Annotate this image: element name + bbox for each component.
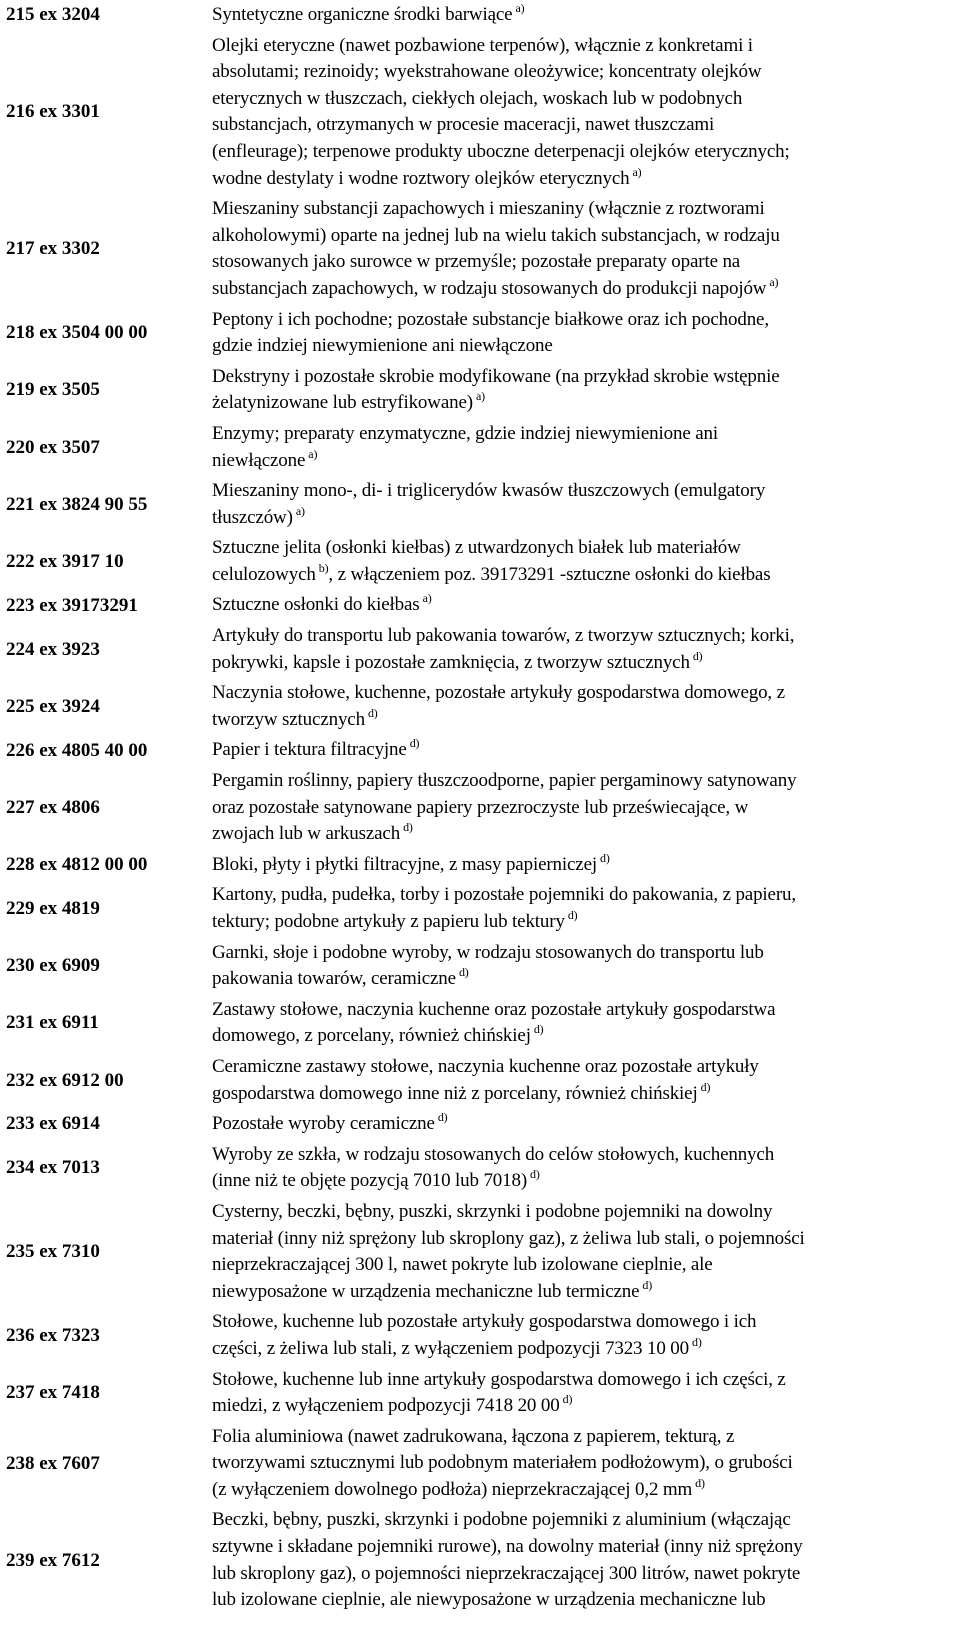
footnote-marker: d) xyxy=(403,820,413,835)
description-line xyxy=(212,1168,957,1195)
description-text: gospodarstwa domowego inne niż z porcelany, również chińskiej xyxy=(212,1082,698,1104)
goods-description xyxy=(212,535,957,588)
tariff-code: 225 ex 3924 xyxy=(6,695,100,717)
description-text: Zastawy stołowe, naczynia kuchenne oraz pozostałe artykuły gospodarstwa xyxy=(212,998,776,1020)
description-line xyxy=(212,2,957,29)
description-text: wodne destylaty i wodne roztwory olejków eterycznych xyxy=(212,167,630,189)
footnote-marker: a) xyxy=(475,389,485,404)
footnote-marker: d) xyxy=(695,1475,705,1490)
description-text: celulozowych xyxy=(212,563,316,585)
table-row xyxy=(0,307,960,364)
description-line xyxy=(212,882,957,909)
table-row xyxy=(0,1111,960,1142)
table-row xyxy=(0,1142,960,1199)
description-line xyxy=(212,737,957,764)
footnote-marker: d) xyxy=(642,1277,653,1292)
footnote-marker: b) xyxy=(318,560,329,575)
description-line xyxy=(212,1199,957,1226)
description-line xyxy=(212,276,957,303)
goods-description xyxy=(212,421,957,474)
table-row xyxy=(0,478,960,535)
goods-description xyxy=(212,33,957,193)
table-row xyxy=(0,1424,960,1508)
description-line xyxy=(212,1507,957,1534)
description-line xyxy=(212,1081,957,1108)
description-text: zwojach lub w arkuszach xyxy=(212,823,401,845)
goods-description xyxy=(212,1054,957,1107)
description-line xyxy=(212,478,957,505)
table-row xyxy=(0,680,960,737)
description-line xyxy=(212,448,957,475)
footnote-marker: d) xyxy=(692,648,703,663)
description-text: Artykuły do transportu lub pakowania towarów, z tworzyw sztucznych; korki, xyxy=(212,625,795,647)
tariff-code: 238 ex 7607 xyxy=(6,1452,100,1474)
description-line xyxy=(212,1252,957,1279)
tariff-code: 232 ex 6912 00 xyxy=(6,1069,124,1091)
table-row xyxy=(0,592,960,623)
description-text: nieprzekraczającej 300 l, nawet pokryte lub izolowane cieplnie, ale xyxy=(212,1254,713,1276)
description-line xyxy=(212,1477,957,1504)
description-line xyxy=(212,223,957,250)
goods-description xyxy=(212,1424,957,1504)
footnote-marker: a) xyxy=(295,503,305,518)
tariff-code: 223 ex 39173291 xyxy=(6,594,138,616)
description-line xyxy=(212,562,957,589)
tariff-code: 217 ex 3302 xyxy=(6,238,100,260)
goods-description xyxy=(212,1309,957,1362)
description-line xyxy=(212,505,957,532)
description-text: Stołowe, kuchenne lub inne artykuły gospodarstwa domowego i ich części, z xyxy=(212,1368,786,1390)
description-line xyxy=(212,1111,957,1138)
tariff-code: 228 ex 4812 00 00 xyxy=(6,854,148,876)
footnote-marker: a) xyxy=(308,446,318,461)
description-text: tłuszczów) xyxy=(212,506,293,528)
footnote-marker: a) xyxy=(422,591,432,606)
table-row xyxy=(0,768,960,852)
description-text: Wyroby ze szkła, w rodzaju stosowanych do celów stołowych, kuchennych xyxy=(212,1143,775,1165)
description-text: Garnki, słoje i podobne wyroby, w rodzaju stosowanych do transportu lub xyxy=(212,941,764,963)
description-line xyxy=(212,333,957,360)
description-text: materiał (inny niż sprężony lub skroplony gaz), z żeliwa lub stali, o pojemności xyxy=(212,1227,805,1249)
goods-description xyxy=(212,478,957,531)
description-text: lub izolowane cieplnie, ale niewyposażone w urządzenia mechaniczne lub xyxy=(212,1589,766,1611)
tariff-code: 227 ex 4806 xyxy=(6,796,100,818)
table-row xyxy=(0,1199,960,1309)
description-line xyxy=(212,997,957,1024)
goods-description xyxy=(212,1199,957,1305)
description-line xyxy=(212,707,957,734)
description-text: niewłączone xyxy=(212,449,306,471)
tariff-code: 226 ex 4805 40 00 xyxy=(6,739,148,761)
goods-description xyxy=(212,196,957,302)
goods-description xyxy=(212,940,957,993)
description-text: Mieszaniny mono-, di- i triglicerydów kwasów tłuszczowych (emulgatory xyxy=(212,480,766,502)
footnote-marker: d) xyxy=(437,1110,448,1125)
description-line xyxy=(212,1142,957,1169)
description-line xyxy=(212,1279,957,1306)
description-text: tworzyw sztucznych xyxy=(212,708,365,730)
description-line xyxy=(212,307,957,334)
description-text: Kartony, pudła, pudełka, torby i pozostałe pojemniki do pakowania, z papieru, xyxy=(212,884,796,906)
tariff-code: 237 ex 7418 xyxy=(6,1382,100,1404)
description-text: Syntetyczne organiczne środki barwiące xyxy=(212,4,513,25)
description-text: Pergamin roślinny, papiery tłuszczoodporne, papier pergaminowy satynowany xyxy=(212,770,797,792)
description-line xyxy=(212,768,957,795)
description-text: lub skroplony gaz), o pojemności nieprzekraczającej 300 litrów, nawet pokryte xyxy=(212,1562,801,1584)
description-line xyxy=(212,966,957,993)
tariff-code: 239 ex 7612 xyxy=(6,1549,100,1571)
description-text: pakowania towarów, ceramiczne xyxy=(212,968,456,990)
goods-description xyxy=(212,737,957,764)
description-text: eterycznych w tłuszczach, ciekłych olejach, woskach lub w podobnych xyxy=(212,87,743,109)
footnote-marker: d) xyxy=(700,1079,711,1094)
table-row xyxy=(0,1507,960,1617)
table-row xyxy=(0,852,960,883)
description-text: tworzywami sztucznymi lub podobnym materiałem podłożowym), o grubości xyxy=(212,1452,793,1474)
description-line xyxy=(212,1561,957,1588)
description-line xyxy=(212,650,957,677)
description-text: Sztuczne osłonki do kiełbas xyxy=(212,594,420,616)
tariff-code: 215 ex 3204 xyxy=(6,4,100,26)
goods-description xyxy=(212,1507,957,1613)
goods-description xyxy=(212,592,957,619)
goods-description xyxy=(212,768,957,848)
goods-description xyxy=(212,307,957,360)
description-line xyxy=(212,112,957,139)
footnote-marker: d) xyxy=(692,1334,702,1349)
description-text: substancjach zapachowych, w rodzaju stosowanych do produkcji napojów xyxy=(212,277,767,299)
description-text: żelatynizowane lub estryfikowane) xyxy=(212,392,473,414)
description-text: Folia aluminiowa (nawet zadrukowana, łączona z papierem, tekturą, z xyxy=(212,1425,735,1447)
description-line xyxy=(212,249,957,276)
tariff-code: 219 ex 3505 xyxy=(6,379,100,401)
goods-description xyxy=(212,2,957,29)
table-row xyxy=(0,1367,960,1424)
table-row xyxy=(0,737,960,768)
description-text: Beczki, bębny, puszki, skrzynki i podobne pojemniki z aluminium (włączając xyxy=(212,1509,791,1531)
table-row xyxy=(0,623,960,680)
description-text: niewyposażone w urządzenia mechaniczne lub termiczne xyxy=(212,1280,640,1302)
description-line xyxy=(212,1336,957,1363)
description-text: Cysterny, beczki, bębny, puszki, skrzynki i podobne pojemniki na dowolny xyxy=(212,1200,773,1222)
footnote-marker: d) xyxy=(409,736,420,751)
description-line xyxy=(212,1424,957,1451)
description-line xyxy=(212,390,957,417)
description-line xyxy=(212,821,957,848)
table-row xyxy=(0,196,960,306)
description-line xyxy=(212,1393,957,1420)
description-text: miedzi, z wyłączeniem podpozycji 7418 20 00 xyxy=(212,1395,560,1417)
description-text: oraz pozostałe satynowane papiery przezroczyste lub przeświecające, w xyxy=(212,796,749,818)
description-text: Peptony i ich pochodne; pozostałe substancje białkowe oraz ich pochodne, xyxy=(212,308,769,330)
tariff-code: 218 ex 3504 00 00 xyxy=(6,322,148,344)
tariff-code: 229 ex 4819 xyxy=(6,898,100,919)
description-line xyxy=(212,680,957,707)
footnote-marker: d) xyxy=(458,965,469,980)
footnote-marker: d) xyxy=(567,908,578,922)
tariff-code: 234 ex 7013 xyxy=(6,1157,100,1179)
description-text: Naczynia stołowe, kuchenne, pozostałe artykuły gospodarstwa domowego, z xyxy=(212,682,785,704)
description-line xyxy=(212,1450,957,1477)
description-text: Ceramiczne zastawy stołowe, naczynia kuchenne oraz pozostałe artykuły xyxy=(212,1055,759,1077)
goods-description xyxy=(212,1142,957,1195)
goods-description xyxy=(212,680,957,733)
description-line xyxy=(212,909,957,936)
description-line xyxy=(212,852,957,879)
description-line xyxy=(212,1023,957,1050)
description-text: (z wyłączeniem dowolnego podłoża) nieprzekraczającej 0,2 mm xyxy=(212,1478,693,1500)
description-text: Pozostałe wyroby ceramiczne xyxy=(212,1113,435,1135)
description-text: Mieszaniny substancji zapachowych i mieszaniny (włącznie z roztworami xyxy=(212,198,765,220)
description-text: tektury; podobne artykuły z papieru lub tektury xyxy=(212,911,565,932)
description-text: Dekstryny i pozostałe skrobie modyfikowane (na przykład skrobie wstępnie xyxy=(212,365,780,387)
description-text: pokrywki, kapsle i pozostałe zamknięcia, z tworzyw sztucznych xyxy=(212,651,690,673)
table-row xyxy=(0,1054,960,1111)
description-line xyxy=(212,535,957,562)
description-line xyxy=(212,196,957,223)
tariff-code: 222 ex 3917 10 xyxy=(6,550,124,572)
description-line xyxy=(212,86,957,113)
description-text: Enzymy; preparaty enzymatyczne, gdzie indziej niewymienione ani xyxy=(212,422,718,444)
tariff-code: 216 ex 3301 xyxy=(6,101,100,123)
description-line xyxy=(212,1367,957,1394)
tariff-code: 236 ex 7323 xyxy=(6,1324,100,1346)
table-row xyxy=(0,940,960,997)
description-text: alkoholowymi) oparte na jednej lub na wielu takich substancjach, w rodzaju xyxy=(212,224,780,246)
tariff-code: 224 ex 3923 xyxy=(6,638,100,660)
description-line xyxy=(212,364,957,391)
footnote-marker: d) xyxy=(533,1022,544,1037)
tariff-code: 221 ex 3824 90 55 xyxy=(6,493,148,515)
table-row xyxy=(0,1309,960,1366)
description-text-continued: , z włączeniem poz. 39173291 -sztuczne osłonki do kiełbas xyxy=(328,563,771,585)
description-line xyxy=(212,795,957,822)
footnote-marker: a) xyxy=(769,274,779,289)
tariff-code: 233 ex 6914 xyxy=(6,1113,100,1135)
footnote-marker: a) xyxy=(632,164,642,179)
tariff-code: 230 ex 6909 xyxy=(6,955,100,977)
description-line xyxy=(212,623,957,650)
description-text: Stołowe, kuchenne lub pozostałe artykuły gospodarstwa domowego i ich xyxy=(212,1311,757,1333)
tariff-code: 235 ex 7310 xyxy=(6,1241,100,1263)
goods-description xyxy=(212,1111,957,1138)
description-text: Olejki eteryczne (nawet pozbawione terpenów), włącznie z konkretami i xyxy=(212,34,753,56)
description-line xyxy=(212,1054,957,1081)
description-line xyxy=(212,1309,957,1336)
description-text: substancjach, otrzymanych w procesie maceracji, nawet tłuszczami xyxy=(212,114,715,136)
description-line xyxy=(212,33,957,60)
tariff-code: 220 ex 3507 xyxy=(6,436,100,458)
description-line xyxy=(212,139,957,166)
description-line xyxy=(212,166,957,193)
table-row xyxy=(0,535,960,592)
description-line xyxy=(212,59,957,86)
description-text: (enfleurage); terpenowe produkty uboczne deterpenacji olejków eterycznych; xyxy=(212,140,790,162)
description-line xyxy=(212,1534,957,1561)
table-row xyxy=(0,421,960,478)
description-line xyxy=(212,1226,957,1253)
description-line xyxy=(212,940,957,967)
tariff-code: 231 ex 6911 xyxy=(6,1012,99,1034)
table-row xyxy=(0,882,960,939)
description-text: części, z żeliwa lub stali, z wyłączeniem podpozycji 7323 10 00 xyxy=(212,1337,689,1359)
description-text: domowego, z porcelany, również chińskiej xyxy=(212,1025,531,1047)
description-line xyxy=(212,1587,957,1614)
goods-description xyxy=(212,882,957,935)
description-line xyxy=(212,592,957,619)
table-row xyxy=(0,33,960,197)
description-text: gdzie indziej niewymienione ani niewłączone xyxy=(212,335,553,357)
footnote-marker: d) xyxy=(367,705,378,720)
description-line xyxy=(212,421,957,448)
footnote-marker: d) xyxy=(530,1167,540,1182)
goods-description xyxy=(212,997,957,1050)
description-text: Papier i tektura filtracyjne xyxy=(212,739,407,761)
goods-description xyxy=(212,623,957,676)
description-text: (inne niż te objęte pozycją 7010 lub 7018) xyxy=(212,1170,528,1192)
footnote-marker: a) xyxy=(515,1,525,15)
description-text: Sztuczne jelita (osłonki kiełbas) z utwardzonych białek lub materiałów xyxy=(212,537,741,559)
goods-description xyxy=(212,1367,957,1420)
goods-description xyxy=(212,852,957,879)
table-row xyxy=(0,2,960,33)
footnote-marker: d) xyxy=(600,850,610,865)
table-row xyxy=(0,997,960,1054)
description-text: absolutami; rezinoidy; wyekstrahowane oleożywice; koncentraty olejków xyxy=(212,61,762,83)
footnote-marker: d) xyxy=(562,1392,573,1407)
table-row xyxy=(0,364,960,421)
description-text: Bloki, płyty i płytki filtracyjne, z masy papierniczej xyxy=(212,853,597,875)
description-text: sztywne i składane pojemniki rurowe), na dowolny materiał (inny niż sprężony xyxy=(212,1536,803,1558)
goods-description xyxy=(212,364,957,417)
description-text: stosowanych jako surowce w przemyśle; pozostałe preparaty oparte na xyxy=(212,251,741,273)
